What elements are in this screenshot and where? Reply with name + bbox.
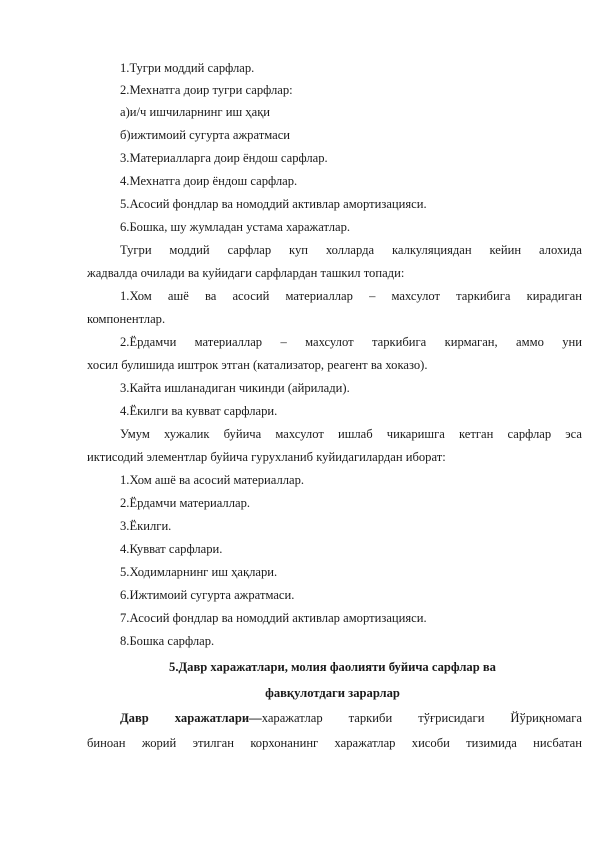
list-item: 1.Тугри моддий сарфлар. (120, 61, 255, 75)
paragraph-text: харажатлар таркиби тўғрисидаги Йўриқномага (261, 711, 583, 725)
paragraph-line: жадвалда очилади ва куйидаги сарфлардан ташкил топади: (87, 266, 405, 280)
list-item: 3.Кайта ишланадиган чикинди (айрилади). (120, 381, 350, 395)
list-item: 6.Ижтимоий сугурта ажратмаси. (120, 588, 295, 602)
paragraph-line: Тугри моддий сарфлар куп холларда калкуляциядан кейин алохида (120, 243, 582, 257)
paragraph-line: 2.Ёрдамчи материаллар – махсулот таркибига кирмаган, аммо уни (120, 335, 582, 349)
paragraph-line: Умум хужалик буйича махсулот ишлаб чикаришга кетган сарфлар эса (120, 427, 582, 441)
list-item: а)и/ч ишчиларнинг иш ҳақи (120, 105, 271, 119)
paragraph-line: компонентлар. (87, 312, 166, 326)
list-item: б)ижтимоий сугурта ажратмаси (120, 128, 291, 142)
paragraph-line: иктисодий элементлар буйича гурухланиб куйидагилардан иборат: (87, 450, 446, 464)
list-item: 6.Бошка, шу жумладан устама харажатлар. (120, 220, 351, 234)
list-item: 7.Асосий фондлар ва номоддий активлар амортизацияси. (120, 611, 427, 625)
paragraph-line: биноан жорий этилган корхонанинг харажатлар хисоби тизимида нисбатан (87, 736, 582, 750)
paragraph-line: 1.Хом ашё ва асосий материаллар – махсулот таркибига кирадиган (120, 289, 582, 303)
list-item: 1.Хом ашё ва асосий материаллар. (120, 473, 305, 487)
list-item: 5.Асосий фондлар ва номоддий активлар амортизацияси. (120, 197, 427, 211)
list-item: 2.Ёрдамчи материаллар. (120, 496, 251, 510)
list-item: 4.Мехнатга доир ёндош сарфлар. (120, 174, 298, 188)
paragraph-line (0, 710, 595, 726)
list-item: 4.Ёкилги ва кувват сарфлари. (120, 404, 278, 418)
list-item: 4.Кувват сарфлари. (120, 542, 223, 556)
list-item: 3.Ёкилги. (120, 519, 172, 533)
list-item: 5.Ходимларнинг иш ҳақлари. (120, 565, 278, 579)
list-item: 3.Материалларга доир ёндош сарфлар. (120, 151, 328, 165)
list-item: 2.Мехнатга доир тугри сарфлар: (120, 83, 293, 97)
term: Давр харажатлари (120, 711, 250, 725)
section-heading: 5.Давр харажатлари, молия фаолияти буйича сарфлар ва (169, 660, 496, 674)
list-item: 8.Бошка сарфлар. (120, 634, 215, 648)
dash: — (249, 711, 262, 725)
paragraph-line: хосил булишида иштрок этган (катализатор, реагент ва хоказо). (87, 358, 428, 372)
section-heading: фавқулотдаги зарарлар (265, 686, 400, 700)
